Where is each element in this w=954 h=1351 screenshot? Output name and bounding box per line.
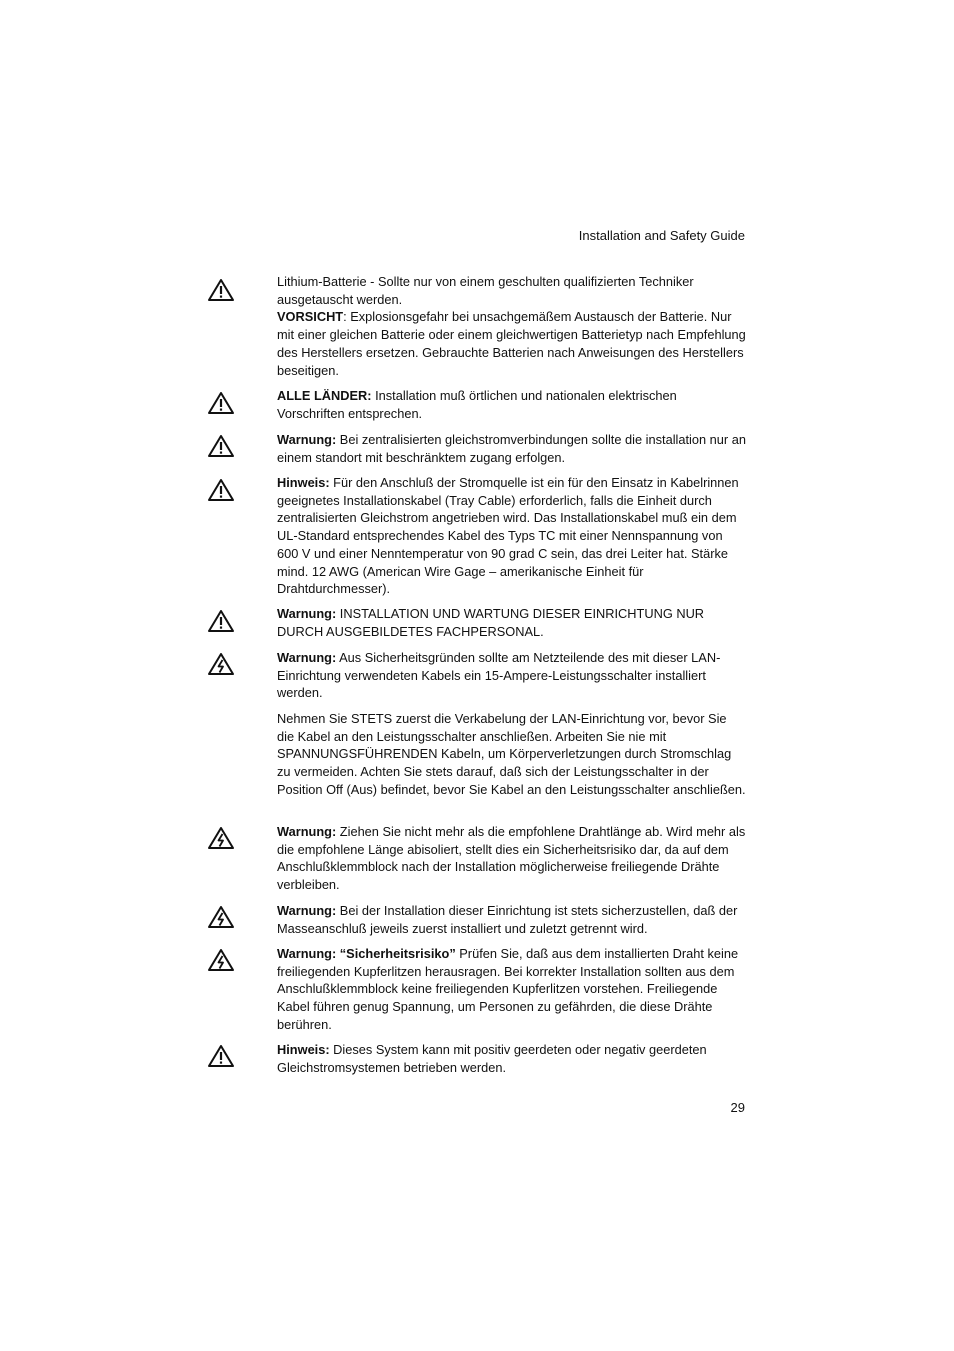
notice-paragraph: [277, 710, 747, 799]
notice-paragraph: [277, 387, 747, 422]
notice-paragraph: [277, 431, 747, 466]
notice-text: Ziehen Sie nicht mehr als die empfohlene Drahtlänge ab. Wird mehr als die empfohlene Länge abisoliert, stellt dies ein Sicherheitsrisiko dar, da auf dem Anschlußklemmblock nach der Installation möglicherweise freiliegende Drähte verbleiben.: [277, 824, 746, 893]
electric-hazard-icon: [207, 826, 235, 850]
notice-text: Prüfen Sie, daß aus dem installierten Draht keine freiliegenden Kupferlitzen herausragen. Bei korrekter Installation sollten aus dem Anschlußklemmblock keine freiliegenden Kupferlitzen vorstehen. Freiliegende Kabel führen genug Spannung, um Personen zu gefährden, die diese Drähte berühren.: [277, 946, 739, 1032]
safety-notice-tray-cable: [277, 474, 747, 598]
notice-lead: Warnung:: [277, 650, 337, 665]
notice-text: Bei der Installation dieser Einrichtung ist stets sicherzustellen, daß der Masseanschluß jeweils zuerst installiert und zuletzt getrennt wird.: [277, 903, 738, 936]
page-number: 29: [730, 1100, 745, 1115]
safety-notice-grounded-systems: [277, 1041, 747, 1076]
safety-notice-wire-stripping: [277, 823, 747, 894]
notice-lead: VORSICHT: [277, 309, 344, 325]
safety-notice-lithium-battery: [277, 273, 747, 379]
notice-lead: Warnung:: [277, 903, 337, 918]
notice-lead: Warnung:: [277, 606, 337, 621]
safety-notice-exposed-copper: [277, 945, 747, 1034]
notice-lead: Warnung: “Sicherheitsrisiko”: [277, 946, 456, 961]
notice-lead: Warnung:: [277, 824, 337, 839]
notice-paragraph: [277, 1041, 747, 1076]
notice-text: Aus Sicherheitsgründen sollte am Netzteilende des mit dieser LAN-Einrichtung verwendeten Kabels ein 15-Ampere-Leistungsschalter installiert werden.: [277, 650, 721, 701]
notice-paragraph: [277, 605, 747, 640]
safety-notice-circuit-breaker: [277, 649, 747, 702]
warning-triangle-icon: [207, 391, 235, 415]
notice-paragraph: [277, 273, 747, 308]
notice-paragraph: [277, 649, 747, 702]
safety-notice-dc-access: [277, 431, 747, 466]
notice-lead: Warnung:: [277, 432, 337, 447]
notice-lead: ALLE LÄNDER:: [277, 388, 372, 403]
notice-text: Lithium-Batterie - Sollte nur von einem geschulten qualifizierten Techniker ausgetauscht werden.: [277, 274, 694, 307]
safety-notice-all-countries: [277, 387, 747, 422]
notice-paragraph: [277, 823, 747, 894]
notice-paragraph: [277, 308, 747, 379]
warning-triangle-icon: [207, 1044, 235, 1068]
safety-notice-qualified-personnel: [277, 605, 747, 640]
notice-text: Für den Anschluß der Stromquelle ist ein für den Einsatz in Kabelrinnen geeignetes Installationskabel (Tray Cable) erforderlich, falls die Einheit durch zentralisierten Gleichstrom angetrieben wird. Das Installationskabel muß ein dem UL-Standard entsprechendes Kabel des Typs TC mit einer Nennspannung von 600 V und einer Nenntemperatur von 90 grad C sein, das drei Leiter hat. Stärke mind. 12 AWG (American Wire Gage – amerikanische Einheit für Drahtdurchmesser).: [277, 475, 739, 597]
notice-text: : Explosionsgefahr bei unsachgemäßem Austausch der Batterie. Nur mit einer gleichen Batterie oder einem gleichwertigen Batterietyp nach Empfehlung des Herstellers ersetzen. Gebrauchte Batterien nach Anweisungen des Herstellers beseitigen.: [277, 309, 746, 378]
notice-lead: Hinweis:: [277, 1042, 330, 1057]
notice-text: Bei zentralisierten gleichstromverbindungen sollte die installation nur an einem standort mit beschränktem zugang erfolgen.: [277, 432, 746, 465]
notice-text: Dieses System kann mit positiv geerdeten oder negativ geerdeten Gleichstromsystemen betrieben werden.: [277, 1042, 707, 1075]
safety-notice-ground-connection: [277, 902, 747, 937]
notice-text: Installation muß örtlichen und nationalen elektrischen Vorschriften entsprechen.: [277, 388, 677, 421]
notice-paragraph: [277, 902, 747, 937]
electric-hazard-icon: [207, 652, 235, 676]
notice-paragraph: [277, 945, 747, 1034]
warning-triangle-icon: [207, 278, 235, 302]
warning-triangle-icon: [207, 478, 235, 502]
electric-hazard-icon: [207, 948, 235, 972]
safety-notice-wiring-order: [277, 710, 747, 799]
electric-hazard-icon: [207, 905, 235, 929]
notice-lead: Hinweis:: [277, 475, 330, 490]
warning-triangle-icon: [207, 609, 235, 633]
notice-text: INSTALLATION UND WARTUNG DIESER EINRICHTUNG NUR DURCH AUSGEBILDETES FACHPERSONAL.: [277, 606, 705, 639]
notice-text: Nehmen Sie STETS zuerst die Verkabelung der LAN-Einrichtung vor, bevor Sie die Kabel an den Leistungsschalter anschließen. Arbeiten Sie nie mit SPANNUNGSFÜHRENDEN Kabeln, um Körperverletzungen durch Stromschlag zu vermeiden. Achten Sie stets darauf, daß sich der Leistungsschalter in der Position Off (Aus) befindet, bevor Sie Kabel an den Leistungsschalter anschließen.: [277, 711, 746, 797]
warning-triangle-icon: [207, 434, 235, 458]
running-header: Installation and Safety Guide: [578, 228, 745, 243]
notice-paragraph: [277, 474, 747, 598]
